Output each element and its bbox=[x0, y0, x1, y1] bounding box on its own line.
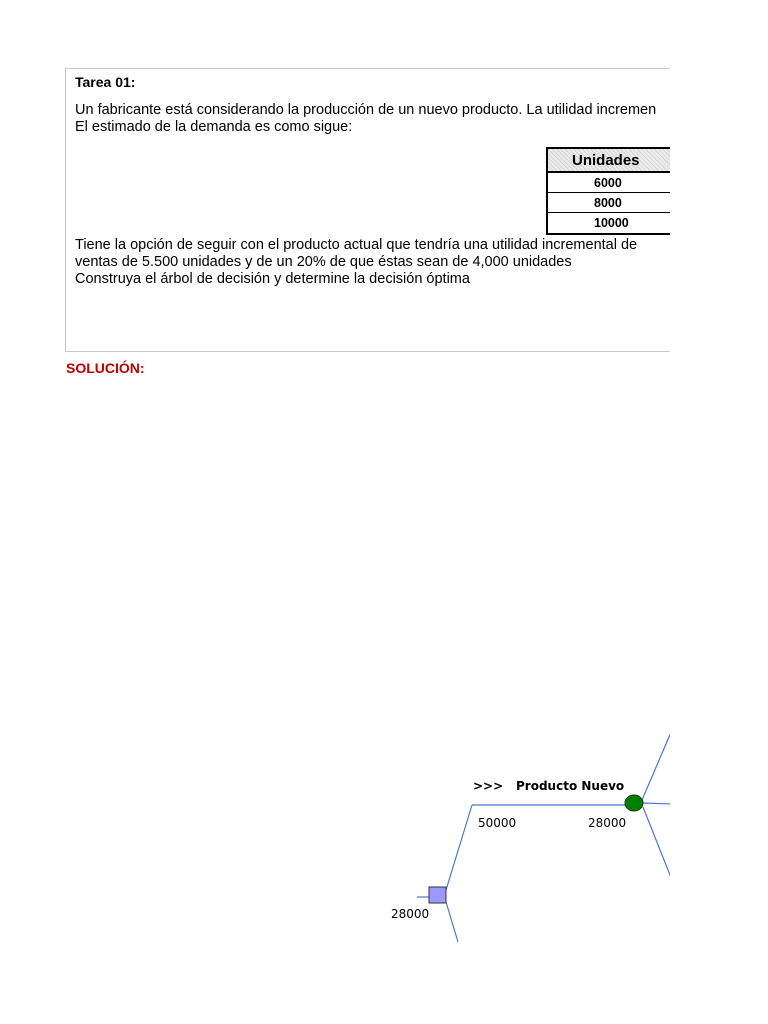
task-line: Tiene la opción de seguir con el producto actual que tendría una utilidad incremental de bbox=[75, 237, 638, 253]
tree-branch-down bbox=[446, 902, 458, 942]
units-table-row: 10000 bbox=[594, 216, 629, 230]
tree-branch-outcome-high bbox=[642, 730, 670, 800]
task-title: Tarea 01: bbox=[75, 74, 136, 90]
decision-node bbox=[429, 887, 446, 903]
tree-arrow-text: >>> bbox=[473, 779, 504, 793]
tree-branches bbox=[417, 730, 670, 942]
tree-branch-up-diagonal bbox=[446, 805, 472, 890]
task-line: Construya el árbol de decisión y determine la decisión óptima bbox=[75, 271, 470, 287]
units-table-row: 6000 bbox=[548, 173, 670, 193]
tree-branch-outcome-mid bbox=[643, 803, 670, 804]
task-line: Un fabricante está considerando la producción de un nuevo producto. La utilidad incremen bbox=[75, 102, 657, 118]
tree-branch-cost: 50000 bbox=[478, 816, 517, 830]
chance-node-value: 28000 bbox=[588, 816, 627, 830]
task-line: ventas de 5.500 unidades y de un 20% de que éstas sean de 4,000 unidades bbox=[75, 254, 572, 270]
decision-node-value: 28000 bbox=[391, 907, 430, 921]
task-line: El estimado de la demanda es como sigue: bbox=[75, 119, 353, 135]
chance-node bbox=[625, 795, 643, 811]
units-table-row: 8000 bbox=[548, 193, 670, 213]
units-table-header: Unidades bbox=[548, 149, 670, 173]
tree-branch-label: Producto Nuevo bbox=[516, 779, 625, 793]
solution-heading: SOLUCIÓN: bbox=[66, 360, 145, 376]
tree-branch-outcome-low bbox=[643, 807, 670, 880]
